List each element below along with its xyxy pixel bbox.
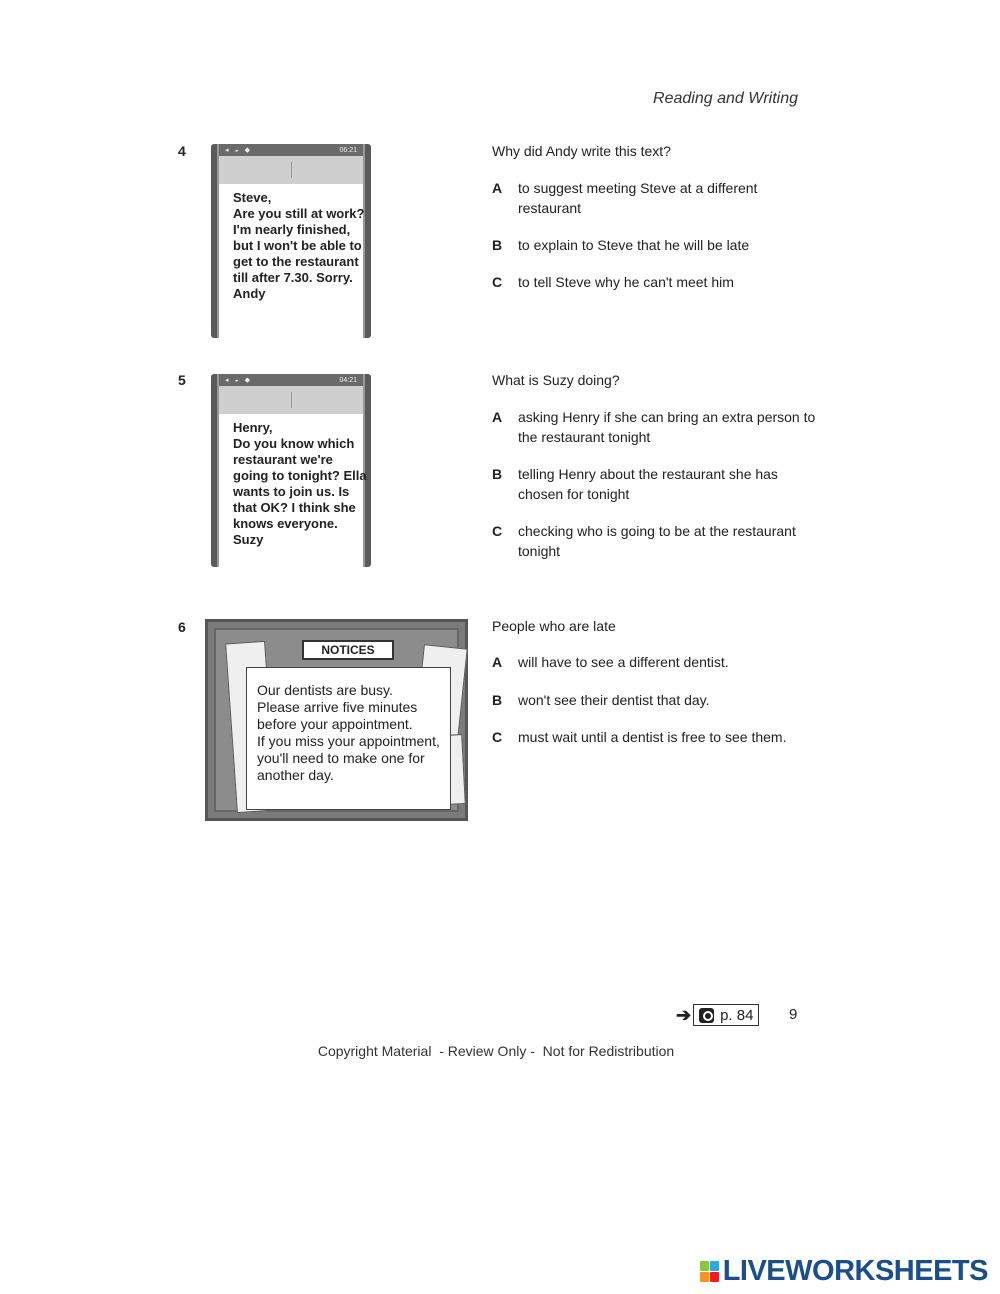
option-letter: C (492, 523, 503, 539)
notice-line: Our dentists are busy. (257, 682, 393, 698)
question-number: 6 (178, 619, 186, 635)
phone-message-image (211, 374, 371, 567)
phone-status-bar (219, 144, 363, 156)
liveworksheets-logo-icon (700, 1261, 719, 1282)
message-line: Do you know which (233, 436, 355, 451)
notice-board-image (205, 619, 468, 821)
answer-option[interactable] (492, 521, 818, 561)
message-line: but I won't be able to (233, 238, 362, 253)
option-text: telling Henry about the restaurant she has chosen for tonight (518, 466, 778, 502)
message-line: restaurant we're (233, 452, 333, 467)
text-message (219, 414, 367, 552)
option-letter: B (492, 692, 503, 708)
page-number: 9 (789, 1006, 798, 1023)
liveworksheets-brand[interactable] (700, 1255, 988, 1288)
option-letter: C (492, 729, 503, 745)
message-line: wants to join us. Is (233, 484, 350, 499)
phone-top-bar (219, 386, 363, 414)
option-text: to explain to Steve that he will be late (518, 237, 750, 253)
status-icons: ◂ ◒ ◆ (225, 147, 253, 154)
phone-time: 04:21 (339, 376, 357, 384)
option-text: asking Henry if she can bring an extra person to the restaurant tonight (518, 409, 816, 445)
answer-option[interactable] (492, 652, 818, 672)
option-letter: A (492, 409, 503, 425)
message-line: Are you still at work? (233, 206, 365, 221)
message-line: knows everyone. (233, 516, 338, 531)
right-arrow-icon: ➔ (676, 1004, 692, 1025)
question-prompt: Why did Andy write this text? (492, 143, 671, 159)
message-line: Suzy (233, 532, 264, 547)
page-reference[interactable] (676, 1004, 759, 1026)
message-line: that OK? I think she (233, 500, 356, 515)
phone-status-bar (219, 374, 363, 386)
option-letter: B (492, 466, 503, 482)
option-text: to suggest meeting Steve at a different restaurant (518, 180, 758, 216)
question-prompt: People who are late (492, 618, 616, 634)
notice-line: another day. (257, 767, 334, 783)
page-header-title: Reading and Writing (653, 90, 798, 107)
status-icons: ◂ ◒ ◆ (225, 377, 253, 384)
message-line: going to tonight? Ella (233, 468, 367, 483)
notice-line: before your appointment. (257, 716, 413, 732)
option-letter: C (492, 274, 503, 290)
question-number: 5 (178, 372, 186, 388)
option-letter: A (492, 180, 503, 196)
answer-option[interactable] (492, 178, 818, 218)
answer-option[interactable] (492, 727, 818, 747)
answer-option[interactable] (492, 690, 818, 710)
answer-option[interactable] (492, 272, 818, 292)
option-text: will have to see a different dentist. (518, 654, 729, 670)
answer-option[interactable] (492, 407, 818, 447)
option-text: must wait until a dentist is free to see them. (518, 729, 787, 745)
message-line: get to the restaurant (233, 254, 359, 269)
option-letter: B (492, 237, 503, 253)
message-line: Henry, (233, 420, 273, 435)
notice-line: If you miss your appointment, (257, 733, 440, 749)
message-line: Andy (233, 286, 266, 301)
phone-top-bar (219, 156, 363, 184)
option-text: checking who is going to be at the restaurant tonight (518, 523, 796, 559)
answer-option[interactable] (492, 464, 818, 504)
notice-line: Please arrive five minutes (257, 699, 418, 715)
notice-board-surface (214, 628, 459, 812)
question-prompt: What is Suzy doing? (492, 372, 620, 388)
reference-icon (699, 1008, 714, 1023)
option-text: to tell Steve why he can't meet him (518, 274, 734, 290)
text-message (219, 184, 363, 306)
reference-text: p. 84 (720, 1006, 754, 1024)
message-line: till after 7.30. Sorry. (233, 270, 353, 285)
option-text: won't see their dentist that day. (518, 692, 710, 708)
copyright-notice: Copyright Material - Review Only - Not for Redistribution (317, 1043, 675, 1059)
notice-line: you'll need to make one for (257, 750, 425, 766)
phone-time: 06:21 (339, 146, 357, 154)
message-line: Steve, (233, 190, 272, 205)
notice-card (246, 667, 451, 810)
phone-message-image (211, 144, 371, 338)
reference-box (693, 1004, 759, 1026)
brand-name: LIVEWORKSHEETS (722, 1255, 988, 1287)
option-letter: A (492, 654, 503, 670)
message-line: I'm nearly finished, (233, 222, 351, 237)
question-number: 4 (178, 143, 186, 159)
notices-label: NOTICES (302, 640, 394, 660)
answer-option[interactable] (492, 235, 818, 255)
